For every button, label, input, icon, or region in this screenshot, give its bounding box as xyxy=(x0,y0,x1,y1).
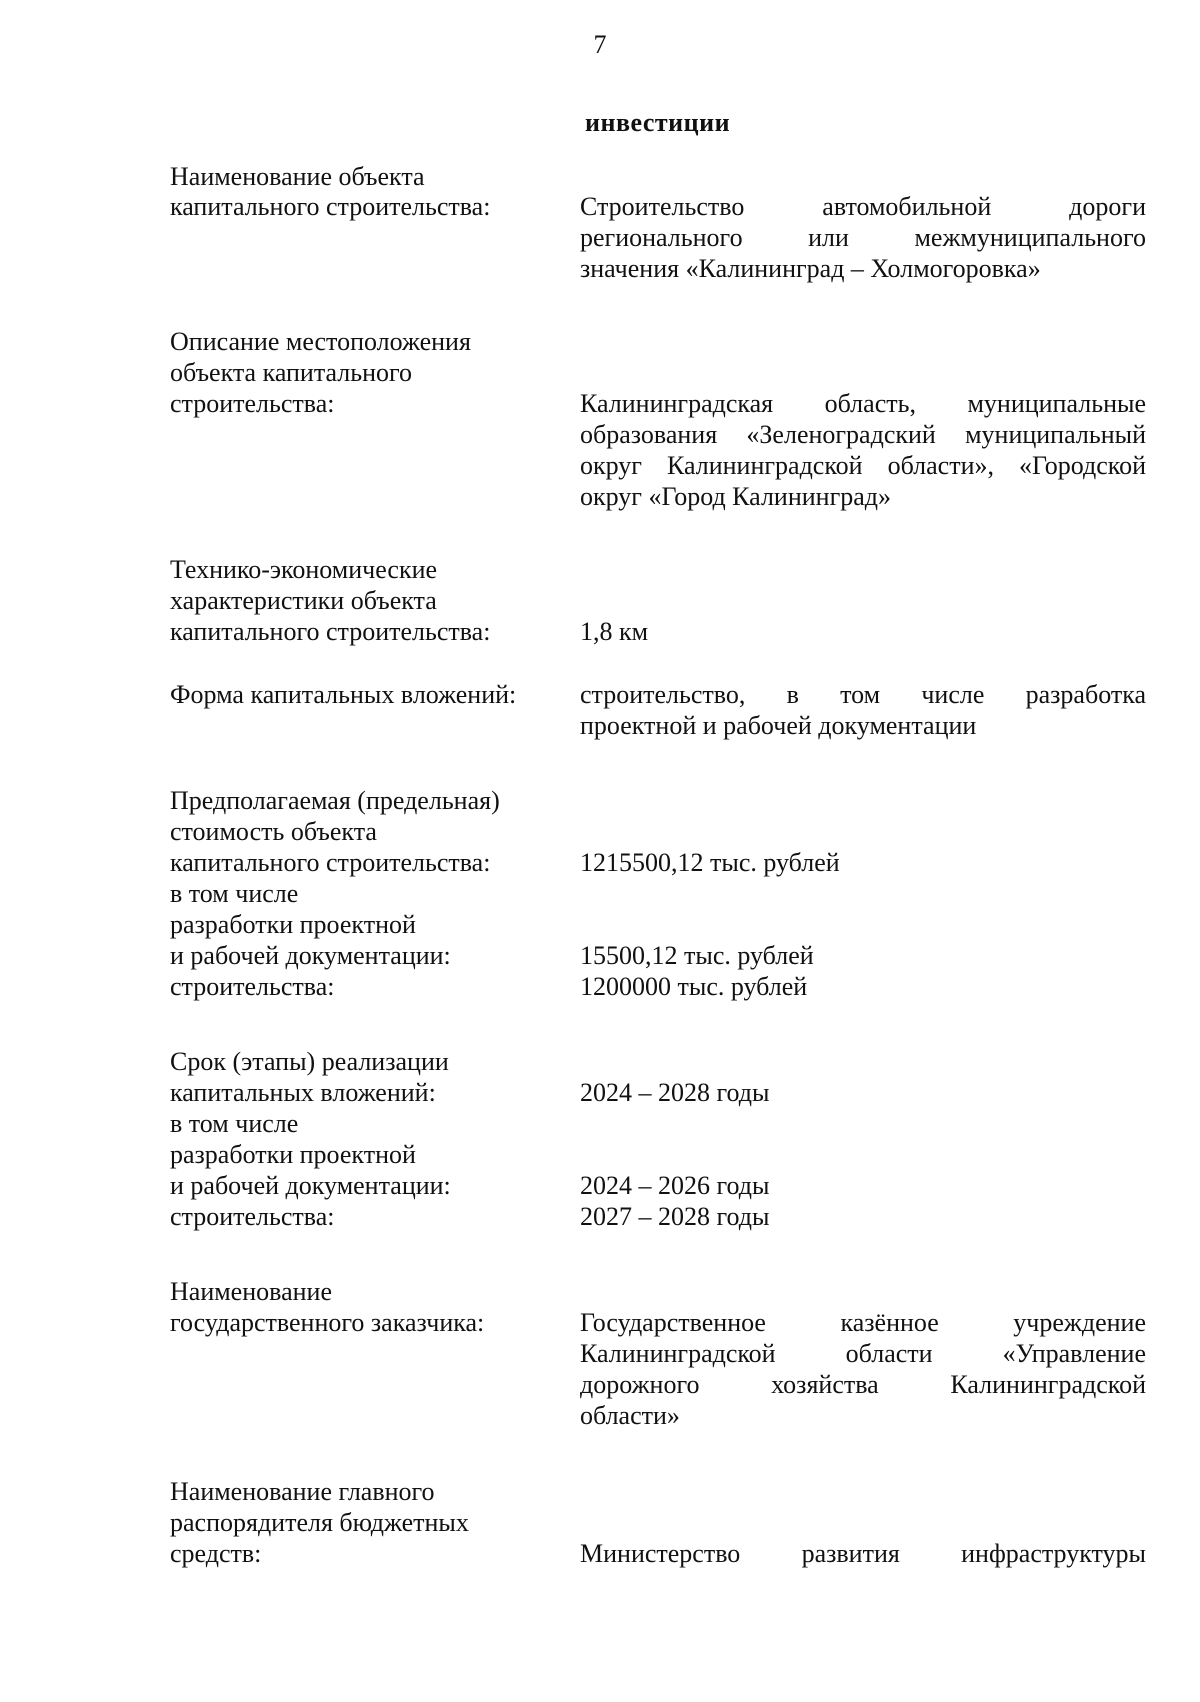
location-label-line-1: Описание местоположения xyxy=(170,327,471,356)
customer-label-line-1: Наименование xyxy=(170,1277,332,1306)
cost-construction-value: 1200000 тыс. рублей xyxy=(580,972,808,1001)
cost-design-value: 15500,12 тыс. рублей xyxy=(580,941,814,970)
budget-manager-value-line-1: Министерство развития инфраструктуры xyxy=(580,1539,1146,1568)
object-name-value-line-3: значения «Калининград – Холмогоровка» xyxy=(580,254,1041,283)
timeline-construction-value: 2027 – 2028 годы xyxy=(580,1202,770,1231)
cost-label-line-5: разработки проектной xyxy=(170,910,416,939)
timeline-label-line-2: капитальных вложений: xyxy=(170,1078,436,1107)
cost-label-line-4: в том числе xyxy=(170,879,299,908)
location-value-line-3: округ Калининградской области», «Городской xyxy=(580,451,1146,480)
timeline-label-line-4: разработки проектной xyxy=(170,1140,416,1169)
location-label-line-2: объекта капитального xyxy=(170,358,413,387)
timeline-label-line-5: и рабочей документации: xyxy=(170,1171,451,1200)
customer-value-line-3: дорожного хозяйства Калининградской xyxy=(580,1370,1146,1399)
timeline-label-line-6: строительства: xyxy=(170,1202,335,1231)
location-value-line-2: образования «Зеленоградский муниципальный xyxy=(580,420,1146,449)
object-name-label-line-2: капитального строительства: xyxy=(170,192,491,221)
timeline-label-line-3: в том числе xyxy=(170,1109,299,1138)
cost-label-line-6: и рабочей документации: xyxy=(170,941,451,970)
cost-label-line-3: капитального строительства: xyxy=(170,848,491,877)
cost-label-line-7: строительства: xyxy=(170,972,335,1001)
cost-label-line-2: стоимость объекта xyxy=(170,817,377,846)
characteristics-label-line-1: Технико-экономические xyxy=(170,555,438,584)
characteristics-label-line-2: характеристики объекта xyxy=(170,586,437,615)
characteristics-value: 1,8 км xyxy=(580,617,649,646)
customer-value-line-2: Калининградской области «Управление xyxy=(580,1339,1146,1368)
characteristics-label-line-3: капитального строительства: xyxy=(170,617,491,646)
timeline-label-line-1: Срок (этапы) реализации xyxy=(170,1047,449,1076)
location-label-line-3: строительства: xyxy=(170,389,335,418)
cost-label-line-1: Предполагаемая (предельная) xyxy=(170,786,500,815)
budget-manager-label-line-1: Наименование главного xyxy=(170,1477,435,1506)
section-heading: инвестиции xyxy=(585,108,731,137)
customer-value-line-1: Государственное казённое учреждение xyxy=(580,1308,1146,1337)
customer-label-line-2: государственного заказчика: xyxy=(170,1308,485,1337)
cost-total-value: 1215500,12 тыс. рублей xyxy=(580,848,840,877)
timeline-total-value: 2024 – 2028 годы xyxy=(580,1078,770,1107)
object-name-label-line-1: Наименование объекта xyxy=(170,162,425,191)
page-number: 7 xyxy=(593,30,607,59)
investment-form-value-line-2: проектной и рабочей документации xyxy=(580,711,977,740)
object-name-value-line-1: Строительство автомобильной дороги xyxy=(580,192,1146,221)
customer-value-line-4: области» xyxy=(580,1401,680,1430)
investment-form-label: Форма капитальных вложений: xyxy=(170,680,517,709)
location-value-line-1: Калининградская область, муниципальные xyxy=(580,389,1146,418)
investment-form-value-line-1: строительство, в том числе разработка xyxy=(580,680,1146,709)
location-value-line-4: округ «Город Калининград» xyxy=(580,482,892,511)
timeline-design-value: 2024 – 2026 годы xyxy=(580,1171,770,1200)
object-name-value-line-2: регионального или межмуниципального xyxy=(580,223,1146,252)
budget-manager-label-line-2: распорядителя бюджетных xyxy=(170,1508,469,1537)
budget-manager-label-line-3: средств: xyxy=(170,1539,262,1568)
